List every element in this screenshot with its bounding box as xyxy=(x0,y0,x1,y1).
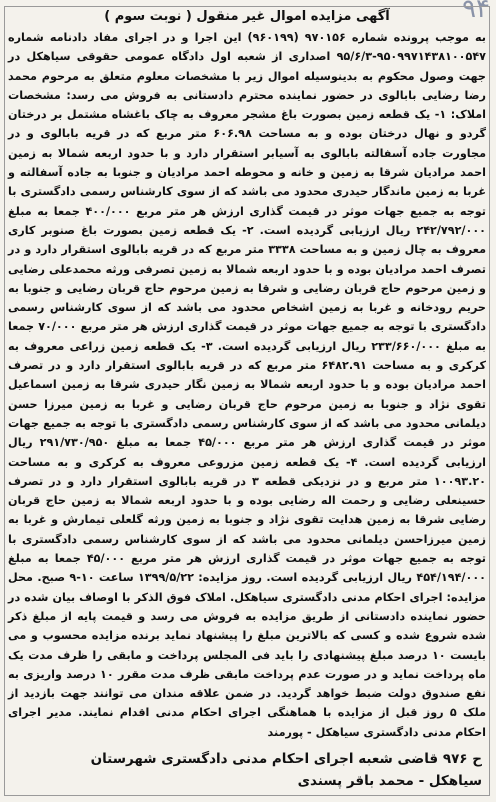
notice-body: به موجب پرونده شماره ۹۷۰۱۵۶ (۹۶۰۱۹۹) این اجرا و در اجرای مفاد دادنامه شماره ۹۵۰۹۹۷۱۴۳۸۱۰۰۵۴۷-۹۵/۶/۳ اصداری از شعبه اول دادگاه عمومی حقوقی سیاهکل در جهت وصول محکوم به بدینوسیله اموال زیر با مشخصات معلوم متعلق به مرحوم محمد رضا رضایی بابالوی در حضور نماینده محترم دادستانی به فروش می رسد: مشخصات املاک: ۱- یک قطعه زمین بصورت باغ مشجر معروف به چاک باغشاه مشتمل بر درختان گردو و نهال درختان بوده و به مساحت ۶۰۶.۹۸ متر مربع که در قریه بابالوی و در مجاورت جاده آسفالته بابالوی به آسیابر استقرار دارد و با حدود اربعه شمالا به زمین احمد مرادیان شرقا به زمین و خانه و محوطه احمد مرادیان و جنوبا به جاده آسفالته و غربا به زمین ماندگار حیدری محدود می باشد که از سوی کارشناس رسمی دادگستری با توجه به جمیع جهات موثر در قیمت گذاری ارزش هر متر مربع ۴۰۰/۰۰۰ جمعا به مبلغ ۲۴۲/۷۹۲/۰۰۰ ریال ارزیابی گردیده است. ۲- یک قطعه زمین بصورت باغ صنوبر کاری معروف به چال زمین و به مساحت ۳۳۳۸ متر مربع که در قریه بابالوی استقرار دارد و در تصرف احمد مرادیان بوده و با حدود اربعه شمالا به زمین تصرفی ورثه محمدعلی رضایی و زمین مرحوم حاج قربان رضایی و شرقا به زمین مرحوم حاج قربان رضایی و جنوبا به حریم رودخانه و غربا به زمین اشخاص محدود می باشد که از سوی کارشناس رسمی دادگستری با توجه به جمیع جهات موثر در قیمت گذاری ارزش هر متر مربع ۷۰/۰۰۰ جمعا به مبلغ ۲۳۳/۶۶۰/۰۰۰ ریال ارزیابی گردیده است. ۳- یک قطعه زمین زراعی معروف به کرکری و به مساحت ۶۴۸۲.۹۱ متر مربع که در قریه بابالوی استقرار دارد و در تصرف احمد مرادیان بوده و با حدود اربعه شمالا به زمین نگار حیدری شرقا به زمین اسماعیل تقوی نژاد و جنوبا به زمین مرحوم حاج قربان رضایی و غربا به زمین میرزا حسن دیلمانی محدود می باشد که از سوی کارشناس رسمی دادگستری با توجه به جمیع جهات موثر در قیمت گذاری ارزش هر متر مربع ۴۵/۰۰۰ جمعا به مبلغ ۲۹۱/۷۳۰/۹۵۰ ریال ارزیابی گردیده است. ۴- یک قطعه زمین مزروعی معروف به کرکری و به مساحت ۱۰۰۹۳.۲۰ متر مربع و در نزدیکی قطعه ۳ در قریه بابالوی استقرار دارد و در تصرف حسینعلی رضایی و رحمت اله رضایی بوده و با حدود اربعه شمالا به زمین حاج قربان رضایی شرقا به زمین هدایت تقوی نژاد و جنوبا به زمین ورثه گلعلی تیمارش و غربا به زمین میرزاحسن دیلمانی محدود می باشد که از سوی کارشناس رسمی دادگستری با توجه به جمیع جهات موثر در قیمت گذاری ارزش هر متر مربع ۴۵/۰۰۰ جمعا به مبلغ ۴۵۴/۱۹۴/۰۰۰ ریال ارزیابی گردیده است. روز مزایده: ۱۳۹۹/۵/۲۲ ساعت ۱۰-۹ صبح. محل مزایده: اجرای احکام مدنی دادگستری سیاهکل. املاک فوق الذکر با اوصاف بیان شده در حضور نماینده دادستانی از طریق مزایده به فروش می رسد و قیمت پایه از مبلغ ذکر شده شروع شده و کسی که بالاترین مبلغ را پیشنهاد نماید برنده مزایده محسوب و می بایست ۱۰ درصد مبلغ پیشنهادی را باید فی المجلس پرداخت و مابقی را ظرف مدت یک ماه پرداخت نماید و در صورت عدم پرداخت مابقی ظرف مدت مقرر ۱۰ درصد واریزی به نفع صندوق دولت ضبط خواهد گردید. در ضمن علاقه مندان می توانند جهت بازدید از ملک ۵ روز قبل از مزایده با هماهنگی اجرای احکام مدنی اقدام نمایند. مدیر اجرای احکام مدنی دادگستری سیاهکل - پورمند xyxy=(8,31,487,739)
notice-signature xyxy=(8,748,486,792)
signature-line-1: ح ۹۷۶ قاضی شعبه اجرای احکام مدنی دادگستری شهرستان xyxy=(90,750,482,767)
auction-notice xyxy=(8,8,486,792)
notice-title: آگهی مزایده اموال غیر منقول ( نوبت سوم ) xyxy=(104,9,390,24)
handwritten-page-mark: ۹۴ xyxy=(462,0,490,24)
signature-line-2: سیاهکل - محمد باقر پسندی xyxy=(297,772,482,789)
